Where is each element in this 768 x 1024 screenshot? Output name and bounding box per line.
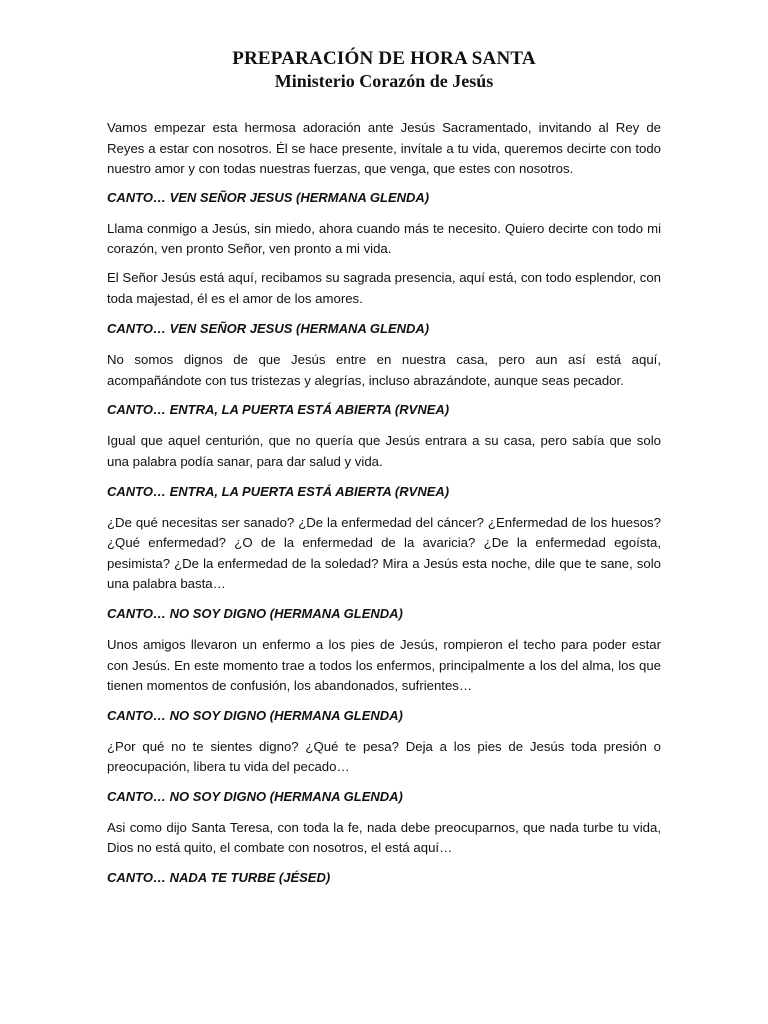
document-body bbox=[107, 118, 661, 888]
song-heading: CANTO… NO SOY DIGNO (HERMANA GLENDA) bbox=[107, 788, 403, 804]
song-heading: CANTO… NADA TE TURBE (JÉSED) bbox=[107, 870, 331, 886]
song-heading: CANTO… VEN SEÑOR JESUS (HERMANA GLENDA) bbox=[107, 189, 430, 205]
paragraph: El Señor Jesús está aquí, recibamos su sagrada presencia, aquí está, con todo esplendor, con toda majestad, él es el amor de los amores. bbox=[107, 269, 661, 306]
song-heading: CANTO… VEN SEÑOR JESUS (HERMANA GLENDA) bbox=[107, 321, 430, 337]
song-heading: CANTO… NO SOY DIGNO (HERMANA GLENDA) bbox=[107, 707, 403, 723]
paragraph: Vamos empezar esta hermosa adoración ante Jesús Sacramentado, invitando al Rey de Reyes a estar con nosotros. Él se hace presente, invítale a tu vida, queremos decirte con todo nuestro amor y con todas nuestras fuerzas, que venga, que estes con nosotros. bbox=[107, 120, 661, 177]
song-heading: CANTO… ENTRA, LA PUERTA ESTÁ ABIERTA (RVNEA) bbox=[107, 402, 450, 418]
song-heading: CANTO… NO SOY DIGNO (HERMANA GLENDA) bbox=[107, 605, 403, 621]
paragraph: No somos dignos de que Jesús entre en nuestra casa, pero aun así está aquí, acompañándote con tus tristezas y alegrías, incluso abrazándote, aunque seas pecador. bbox=[107, 352, 661, 388]
paragraph: Asi como dijo Santa Teresa, con toda la fe, nada debe preocuparnos, que nada turbe tu vida, Dios no está quito, el combate con nosotros, el está aquí… bbox=[107, 819, 661, 856]
paragraph: Llama conmigo a Jesús, sin miedo, ahora cuando más te necesito. Quiero decirte con todo mi corazón, ven pronto Señor, ven pronto a mi vida. bbox=[107, 220, 661, 257]
paragraph: ¿De qué necesitas ser sanado? ¿De la enfermedad del cáncer? ¿Enfermedad de los huesos? ¿Qué enfermedad? ¿O de la enfermedad de la avaricia? ¿De la enfermedad egoísta, pesimista? ¿De la enfermedad de la soledad? Mira a Jesús esta noche, dile que te sane, solo una palabra basta… bbox=[107, 514, 661, 592]
paragraph: Unos amigos llevaron un enfermo a los pies de Jesús, rompieron el techo para poder estar con Jesús. En este momento trae a todos los enfermos, principalmente a los del alma, los que tienen momentos de confusión, los abandonados, sufrientes… bbox=[107, 636, 661, 694]
paragraph: Igual que aquel centurión, que no quería que Jesús entrara a su casa, pero sabía que solo una palabra podía sanar, para dar salud y vida. bbox=[107, 433, 661, 469]
song-heading: CANTO… ENTRA, LA PUERTA ESTÁ ABIERTA (RVNEA) bbox=[107, 483, 450, 499]
paragraph: ¿Por qué no te sientes digno? ¿Qué te pesa? Deja a los pies de Jesús toda presión o preocupación, libera tu vida del pecado… bbox=[107, 738, 661, 775]
page-subtitle: Ministerio Corazón de Jesús bbox=[274, 71, 494, 91]
page-title: PREPARACIÓN DE HORA SANTA bbox=[232, 48, 536, 69]
